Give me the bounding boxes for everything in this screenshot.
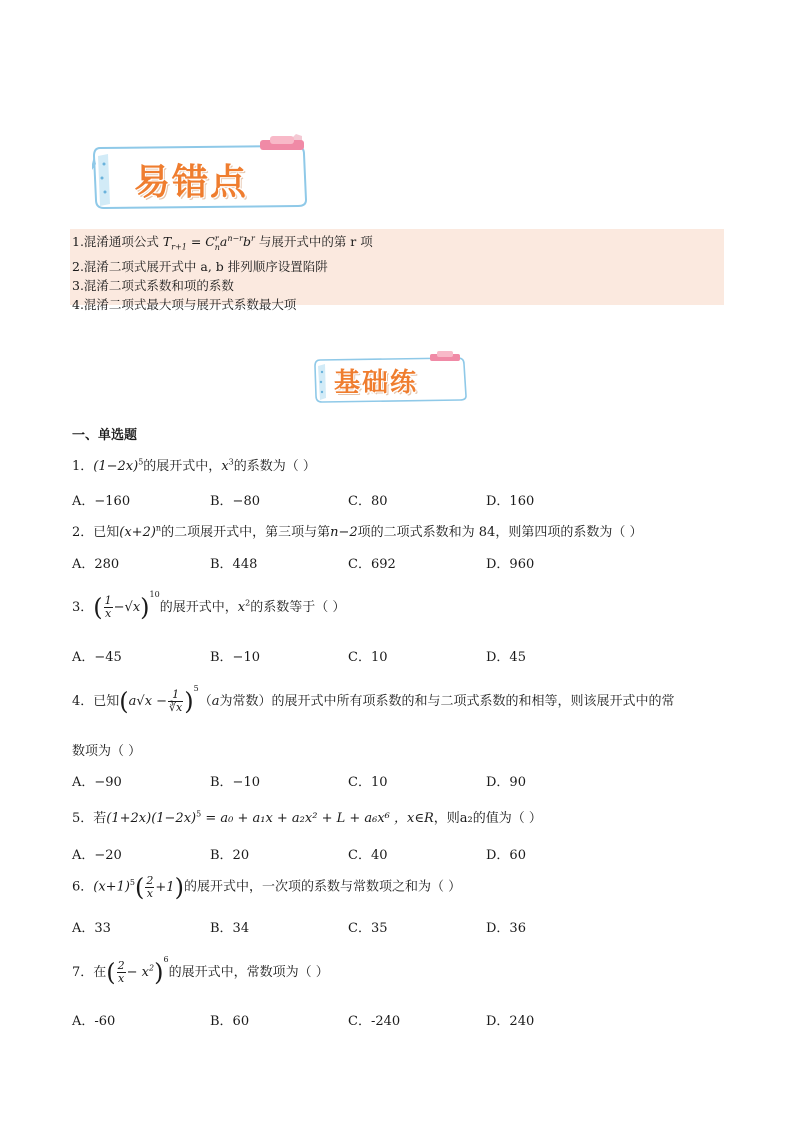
- option-d[interactable]: D．60: [486, 848, 526, 863]
- option-b[interactable]: B．−10: [210, 775, 260, 790]
- banner-basic-practice: [312, 350, 472, 406]
- banner-error-points: [90, 134, 320, 214]
- option-b[interactable]: B．34: [210, 921, 250, 936]
- option-d[interactable]: D．36: [486, 921, 526, 936]
- option-c[interactable]: C．10: [348, 775, 388, 790]
- question-5-options: [72, 844, 632, 862]
- question-3: 3．( $\frac{1}{x}$ −√x)$^{10}$的展开式中，$x^2$的系数等于（ ）: [72, 590, 346, 622]
- option-a[interactable]: A．280: [72, 557, 120, 572]
- option-a[interactable]: A．−160: [72, 494, 131, 509]
- option-a[interactable]: A．-60: [72, 1014, 116, 1029]
- list-item: 4.混淆二项式最大项与展开式系数最大项: [72, 296, 297, 312]
- option-c[interactable]: C．80: [348, 494, 388, 509]
- option-c[interactable]: C．40: [348, 848, 388, 863]
- option-b[interactable]: B．448: [210, 557, 258, 572]
- list-item-text: 与展开式中的第 r 项: [254, 234, 373, 250]
- option-d[interactable]: D．90: [486, 775, 526, 790]
- list-item: 2.混淆二项式展开式中 a, b 排列顺序设置陷阱: [72, 258, 328, 274]
- list-item: 3.混淆二项式系数和项的系数: [72, 277, 234, 293]
- question-5: 5．若$(1+2x)(1-2x)^5 = a_0 + a_1x + a_2x^2 + L + a_6x^6$ ，x∈R，则a₂的值为（ ）: [72, 809, 542, 826]
- question-4-line-2: 数项为（ ）: [72, 744, 142, 759]
- question-3-options: [72, 646, 632, 664]
- option-a[interactable]: A．33: [72, 921, 111, 936]
- list-item: [70, 229, 724, 257]
- option-a[interactable]: A．−90: [72, 775, 122, 790]
- question-4: 4．已知(a√x − $\frac{1}{∛x}$ )$^5$（a为常数）的展开式中所有项系数的和与二项式系数的和相等，则该展开式中的常: [72, 684, 675, 716]
- banner-title-error-points: 易错点: [134, 161, 249, 203]
- option-d[interactable]: D．160: [486, 494, 535, 509]
- option-d[interactable]: D．45: [486, 650, 526, 665]
- option-c[interactable]: C．35: [348, 921, 388, 936]
- option-b[interactable]: B．60: [210, 1014, 250, 1029]
- question-4-options: [72, 771, 632, 789]
- question-2: 2．已知$(x+2)^n$的二项展开式中，第三项与第n−2项的二项式系数和为 84，则第四项的系数为（ ）: [72, 523, 643, 540]
- banner-title-basic-practice: 基础练: [334, 368, 419, 398]
- option-c[interactable]: C．692: [348, 557, 396, 572]
- option-b[interactable]: B．−80: [210, 494, 260, 509]
- question-6: 6．$(x+1)^5$( $\frac{2}{x}$ +1)的展开式中，一次项的系数与常数项之和为（ ）: [72, 873, 462, 901]
- error-points-list: [70, 229, 724, 312]
- question-2-options: [72, 553, 632, 571]
- section-title: 一、单选题: [72, 428, 138, 443]
- question-1-options: [72, 490, 632, 508]
- option-c[interactable]: C．10: [348, 650, 388, 665]
- question-7: 7．在( $\frac{2}{x}$ − $x^2)^6$的展开式中，常数项为（ ）: [72, 955, 329, 987]
- question-7-options: [72, 1010, 632, 1028]
- option-d[interactable]: D．240: [486, 1014, 535, 1029]
- option-d[interactable]: D．960: [486, 557, 535, 572]
- list-item-text: 1.混淆通项公式: [72, 234, 159, 250]
- question-6-options: [72, 917, 632, 935]
- option-a[interactable]: A．−20: [72, 848, 122, 863]
- option-c[interactable]: C．-240: [348, 1014, 401, 1029]
- formula-general-term: $T_{r+1} = C^r_na^{n-r}b^r$: [162, 234, 255, 252]
- question-1: 1．$(1-2x)^5$的展开式中，$x^3$的系数为（ ）: [72, 457, 316, 474]
- option-b[interactable]: B．−10: [210, 650, 260, 665]
- option-a[interactable]: A．−45: [72, 650, 122, 665]
- option-b[interactable]: B．20: [210, 848, 250, 863]
